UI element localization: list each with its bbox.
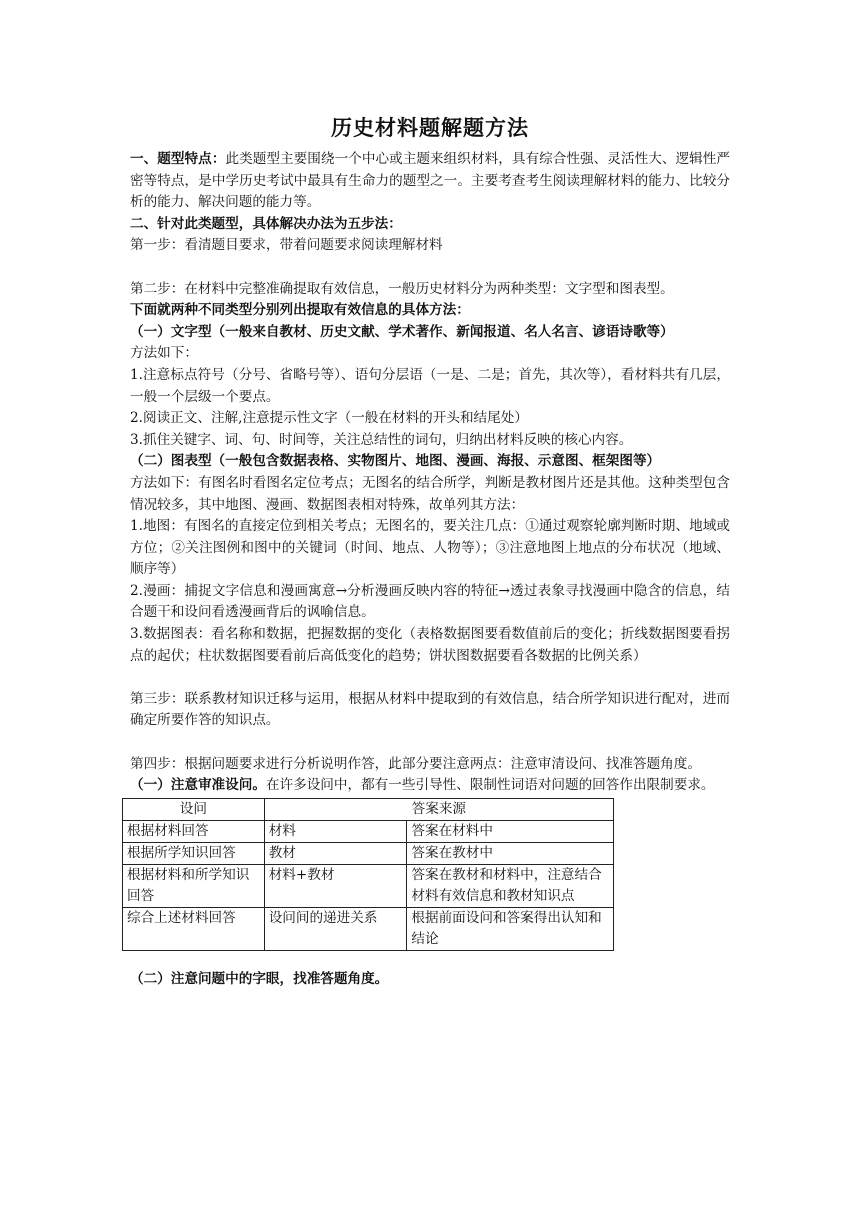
type-1-item: 2.阅读正文、注解,注意提示性文字（一般在材料的开头和结尾处）	[130, 410, 528, 427]
table-row	[123, 864, 614, 907]
table-cell: 综合上述材料回答	[123, 907, 265, 950]
step-2-bold: 下面就两种不同类型分别列出提取有效信息的具体方法：	[130, 302, 470, 319]
table-row	[123, 907, 614, 950]
table-cell: 答案在教材和材料中，注意结合材料有效信息和教材知识点	[407, 864, 614, 907]
table-cell: 答案在材料中	[407, 820, 614, 842]
table-cell: 设问间的递进关系	[264, 907, 407, 950]
table-cell: 根据材料和所学知识回答	[123, 864, 265, 907]
table-row	[123, 820, 614, 842]
table-cell: 根据所学知识回答	[123, 842, 265, 864]
type-1-heading: （一）文字型（一般来自教材、历史文献、学术著作、新闻报道、名人名言、谚语诗歌等）	[130, 323, 674, 340]
type-1-item: 1.注意标点符号（分号、省略号等）、语句分层语（一是、二是；首先，其次等），看材料共有几层，一般一个层级一个要点。	[130, 366, 730, 405]
section-2-heading: 二、针对此类题型，具体解决办法为五步法：	[130, 215, 402, 232]
type-2-item: 3.数据图表：看名称和数据，把握数据的变化（表格数据图要看数值前后的变化；折线数据图要看拐点的起伏；柱状数据图要看前后高低变化的趋势；饼状图数据要看各数据的比例关系）	[130, 626, 730, 664]
type-2-item: 1.地图：有图名的直接定位到相关考点；无图名的，要关注几点：①通过观察轮廓判断时期、地域或方位；②关注图例和图中的关键词（时间、地点、人物等）；③注意地图上地点的分布状况（地域、顺序等）	[130, 518, 730, 578]
step-4: 第四步：根据问题要求进行分析说明作答，此部分要注意两点：注意审清设问、找准答题角度。	[130, 755, 701, 772]
section-1-label: 一、题型特点：	[130, 151, 226, 167]
table-cell: 材料	[264, 820, 407, 842]
step-2: 第二步：在材料中完整准确提取有效信息，一般历史材料分为两种类型：文字型和图表型。	[130, 280, 674, 297]
document-page	[127, 112, 731, 990]
table-cell: 答案在教材中	[407, 842, 614, 864]
table-cell: 教材	[264, 842, 407, 864]
type-2-item: 2.漫画：捕捉文字信息和漫画寓意→分析漫画反映内容的特征→透过表象寻找漫画中隐含的信息，结合题干和设问看透漫画背后的讽喻信息。	[130, 582, 730, 621]
question-table	[122, 798, 614, 951]
step-4-sub-2: （二）注意问题中的字眼，找准答题角度。	[130, 970, 389, 987]
type-1-intro: 方法如下：	[130, 345, 198, 362]
table-cell: 根据材料回答	[123, 820, 265, 842]
type-1-item: 3.抓住关键字、词、句、时间等，关注总结性的词句，归纳出材料反映的核心内容。	[130, 431, 633, 448]
step-4-sub-1	[130, 775, 730, 797]
step-1: 第一步：看清题目要求，带着问题要求阅读理解材料	[130, 237, 443, 254]
section-1-text: 此类题型主要围绕一个中心或主题来组织材料，具有综合性强、灵活性大、逻辑性严密等特点，是中学历史考试中最具有生命力的题型之一。主要考查考生阅读理解材料的能力、比较分析的能力、解决问题的能力等。	[130, 151, 731, 211]
step-4-sub-1-label: （一）注意审准设问。	[130, 777, 266, 794]
section-1	[130, 149, 730, 214]
table-cell: 根据前面设问和答案得出认知和结论	[407, 907, 614, 950]
table-header: 设问	[123, 798, 265, 820]
table-header-row	[123, 798, 614, 820]
step-3: 第三步：联系教材知识迁移与运用，根据从材料中提取到的有效信息，结合所学知识进行配对，进而确定所要作答的知识点。	[130, 690, 730, 729]
step-4-sub-1-text: 在许多设问中，都有一些引导性、限制性词语对问题的回答作出限制要求。	[265, 777, 715, 794]
type-2-heading: （二）图表型（一般包含数据表格、实物图片、地图、漫画、海报、示意图、框架图等）	[130, 453, 661, 470]
type-2-intro: 方法如下：有图名时看图名定位考点；无图名的结合所学，判断是教材图片还是其他。这种类型包含情况较多，其中地图、漫画、数据图表相对特殊，故单列其方法：	[130, 474, 730, 513]
table-row	[123, 842, 614, 864]
page-title: 历史材料题解题方法	[331, 115, 529, 140]
table-header: 答案来源	[264, 798, 613, 820]
table-cell: 材料+教材	[264, 864, 407, 907]
